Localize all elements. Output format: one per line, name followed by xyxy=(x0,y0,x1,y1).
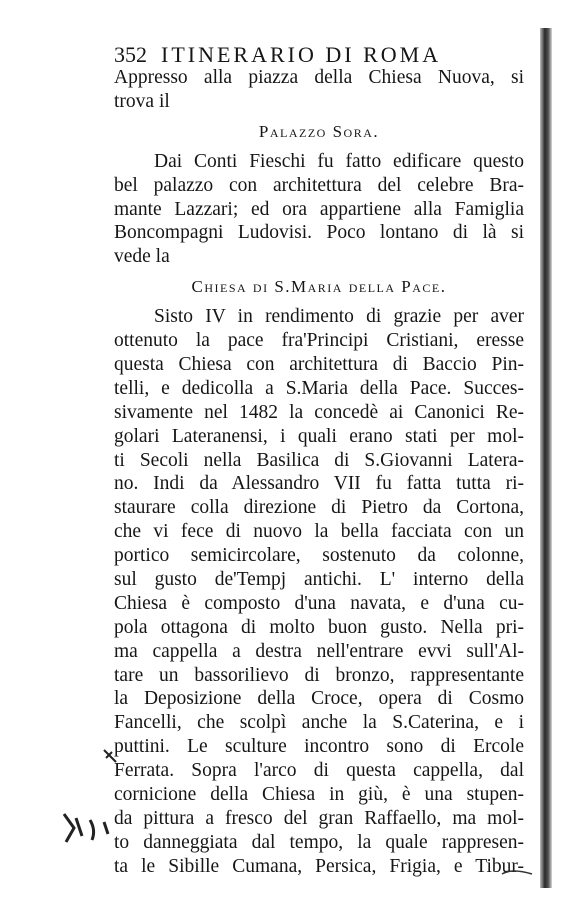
section-heading: Palazzo Sora. xyxy=(258,121,380,141)
text-line: staurare colla direzione di Pietro da Cortona, xyxy=(114,497,524,519)
text-line: Sisto IV in rendimento di grazie per aver xyxy=(154,306,524,328)
text-line: vede la xyxy=(114,246,170,268)
section-heading: Chiesa di S.Maria della Pace. xyxy=(191,277,447,297)
text-line: ma cappella a destra nell'entrare evvi sull'Al- xyxy=(114,640,524,662)
text-line: la Deposizione della Croce, opera di Cosmo xyxy=(114,688,524,710)
text-line: che vi fece di nuovo la bella facciata con un xyxy=(114,521,524,543)
running-header xyxy=(114,42,514,68)
text-line: telli, e dedicolla a S.Maria della Pace. Succes- xyxy=(114,377,524,399)
text-line: questa Chiesa con architettura di Baccio Pin- xyxy=(114,354,524,376)
text-line: sul gusto de'Tempj antichi. L' interno della xyxy=(114,569,524,591)
text-line: tare un bassorilievo di bronzo, rappresentante xyxy=(114,664,524,686)
text-line: puttini. Le sculture incontro sono di Ercole xyxy=(114,736,524,758)
binding-shadow xyxy=(540,28,552,888)
text-line: mante Lazzari; ed ora appartiene alla Famiglia xyxy=(114,198,524,220)
text-line: no. Indi da Alessandro VII fu fatta tutta ri- xyxy=(114,473,524,495)
text-line: cornicione della Chiesa in giù, è una stupen- xyxy=(114,784,524,806)
text-line: ti Secoli nella Basilica di S.Giovanni Latera- xyxy=(114,449,524,471)
text-line: Dai Conti Fieschi fu fatto edificare questo xyxy=(154,150,524,172)
text-line: Ferrata. Sopra l'arco di questa cappella, dal xyxy=(114,760,524,782)
body-text xyxy=(114,66,524,879)
text-line: golari Lateranensi, i quali erano stati per mol- xyxy=(114,425,524,447)
ink-blot-icon xyxy=(60,808,140,848)
text-line: Appresso alla piazza della Chiesa Nuova, si xyxy=(114,67,524,88)
margin-mark-icon xyxy=(100,746,120,766)
text-line: pola ottagona di molto buon gusto. Nella pri- xyxy=(114,616,524,638)
text-line: Fancelli, che scolpì anche la S.Caterina, e i xyxy=(114,712,524,734)
text-line: portico semicircolare, sostenuto da colonne, xyxy=(114,545,524,567)
text-line: to danneggiata dal tempo, la quale rappresen- xyxy=(114,831,524,853)
text-line: da pittura a fresco del gran Raffaello, ma mol- xyxy=(114,807,524,829)
running-title: ITINERARIO DI ROMA xyxy=(161,42,442,67)
text-line: sivamente nel 1482 la concedè ai Canonici Re- xyxy=(114,401,524,423)
text-line: Chiesa è composto d'una navata, e d'una cu- xyxy=(114,592,524,614)
text-line: trova il xyxy=(114,90,170,112)
text-line: ottenuto la pace fra'Principi Cristiani, eresse xyxy=(114,330,524,352)
text-line: Boncompagni Ludovisi. Poco lontano di là si xyxy=(114,222,524,244)
text-line: bel palazzo con architettura del celebre Bra- xyxy=(114,174,524,196)
page-number: 352 xyxy=(114,42,147,67)
text-line: ta le Sibille Cumana, Persica, Frigia, e Tibur- xyxy=(114,855,524,877)
stray-mark-icon xyxy=(500,866,536,878)
